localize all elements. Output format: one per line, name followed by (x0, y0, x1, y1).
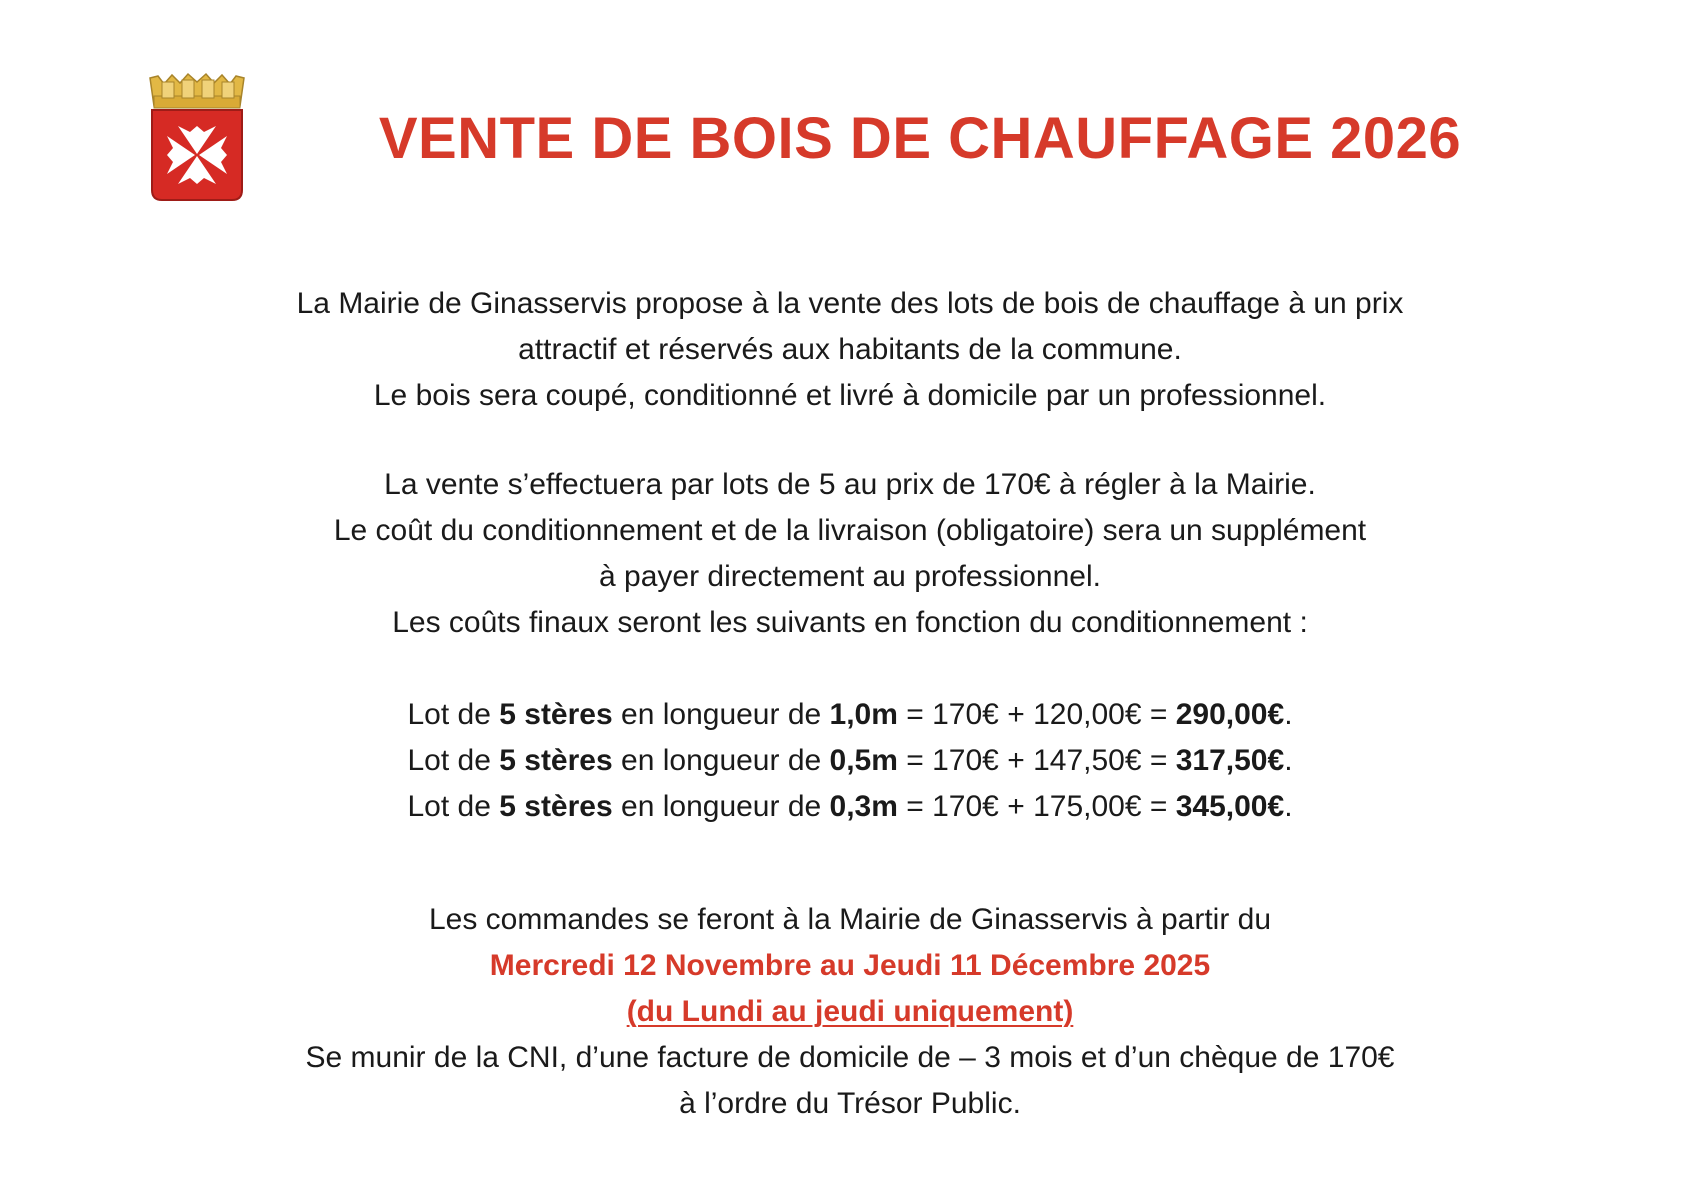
base-price: 170€ (932, 744, 999, 777)
price-row: Lot de 5 stères en longueur de 0,3m = 170€ + 175,00€ = 345,00€. (407, 790, 1293, 823)
supplement-price: 175,00€ (1033, 790, 1142, 823)
total-price: 345,00€ (1175, 790, 1285, 823)
price-row: Lot de 5 stères en longueur de 0,5m = 170€ + 147,50€ = 317,50€. (407, 744, 1293, 777)
page-title: VENTE DE BOIS DE CHAUFFAGE 2026 (378, 106, 1462, 171)
orders-line: Se munir de la CNI, d’une facture de domicile de – 3 mois et d’un chèque de 170€ (305, 1041, 1395, 1074)
lot-size: 5 stères (499, 698, 613, 731)
order-days: (du Lundi au jeudi uniquement) (626, 995, 1074, 1028)
sale-line: Les coûts finaux seront les suivants en fonction du conditionnement : (392, 606, 1308, 639)
intro-paragraph (200, 281, 1500, 419)
shield-icon (152, 110, 242, 200)
orders-paragraph (200, 897, 1500, 1127)
crown-icon (150, 74, 244, 108)
coat-of-arms-icon (142, 72, 252, 206)
price-prefix: Lot de (407, 790, 491, 823)
lot-size: 5 stères (499, 790, 613, 823)
base-price: 170€ (932, 790, 999, 823)
supplement-price: 147,50€ (1033, 744, 1142, 777)
price-middle: en longueur de (621, 698, 822, 731)
intro-line: attractif et réservés aux habitants de la commune. (518, 333, 1182, 366)
sale-line: à payer directement au professionnel. (599, 560, 1101, 593)
price-prefix: Lot de (407, 744, 491, 777)
sale-paragraph (200, 462, 1500, 646)
log-length: 0,5m (829, 744, 898, 777)
sale-line: Le coût du conditionnement et de la livraison (obligatoire) sera un supplément (333, 514, 1367, 547)
base-price: 170€ (932, 698, 999, 731)
orders-line: Les commandes se feront à la Mairie de Ginasservis à partir du (428, 903, 1272, 936)
price-list (200, 692, 1500, 830)
price-middle: en longueur de (621, 744, 822, 777)
total-price: 290,00€ (1175, 698, 1285, 731)
intro-line: Le bois sera coupé, conditionné et livré à domicile par un professionnel. (373, 379, 1327, 412)
lot-size: 5 stères (499, 744, 613, 777)
price-prefix: Lot de (407, 698, 491, 731)
log-length: 1,0m (829, 698, 898, 731)
log-length: 0,3m (829, 790, 898, 823)
sale-line: La vente s’effectuera par lots de 5 au prix de 170€ à régler à la Mairie. (384, 468, 1316, 501)
total-price: 317,50€ (1175, 744, 1285, 777)
order-dates: Mercredi 12 Novembre au Jeudi 11 Décembre 2025 (489, 949, 1211, 982)
price-middle: en longueur de (621, 790, 822, 823)
intro-line: La Mairie de Ginasservis propose à la vente des lots de bois de chauffage à un prix (296, 287, 1404, 320)
supplement-price: 120,00€ (1033, 698, 1142, 731)
price-row: Lot de 5 stères en longueur de 1,0m = 170€ + 120,00€ = 290,00€. (407, 698, 1293, 731)
orders-line: à l’ordre du Trésor Public. (679, 1087, 1021, 1120)
